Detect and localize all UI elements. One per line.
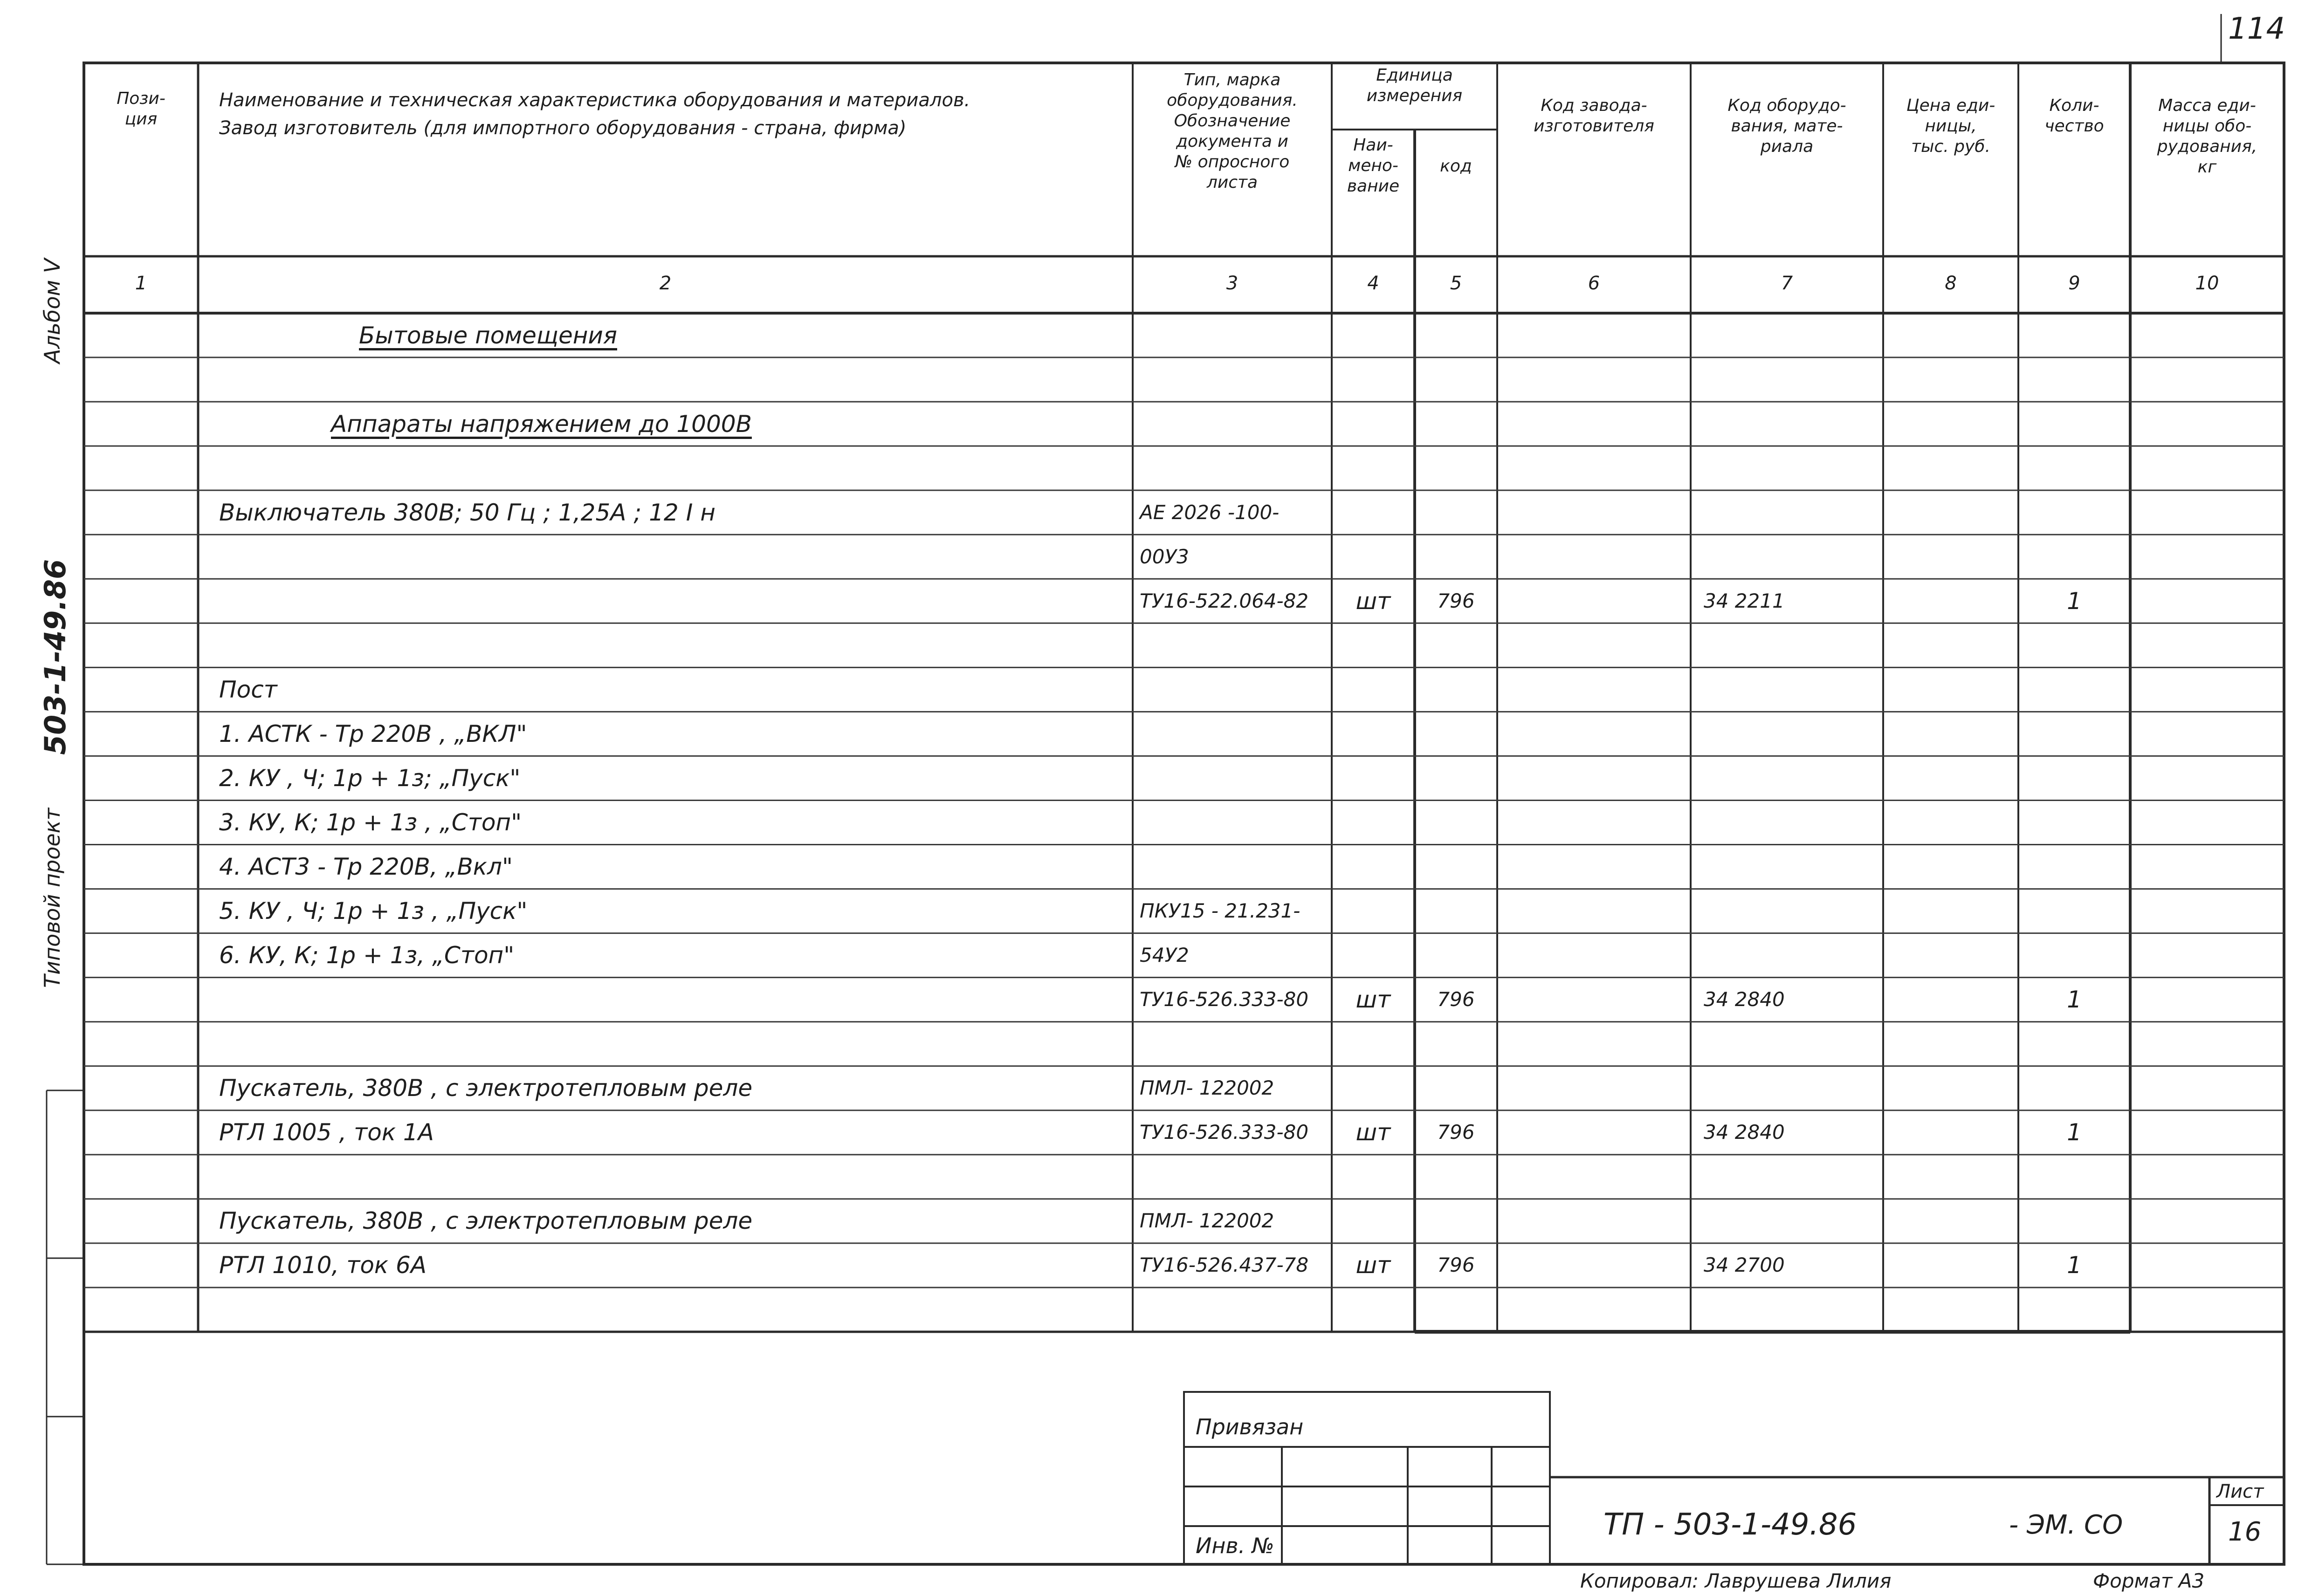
- footer-format: Формат А3: [2093, 1569, 2205, 1592]
- row-quantity: 1: [2067, 1119, 2082, 1146]
- row-type: 00У3: [1140, 545, 1189, 568]
- column-number-6: 6: [1588, 273, 1600, 294]
- row-name: 3. КУ, К; 1р + 1з , „Стоп": [219, 809, 522, 836]
- row-type: ПКУ15 - 21.231-: [1140, 899, 1300, 923]
- stamp-doc-code: ТП - 503-1-49.86: [1603, 1507, 1857, 1542]
- side-label-project: Типовой проект: [40, 808, 65, 988]
- row-name: РТЛ 1005 , ток 1А: [219, 1119, 434, 1146]
- column-number-4: 4: [1367, 273, 1379, 294]
- row-name: Аппараты напряжением до 1000В: [331, 410, 752, 438]
- row-name: РТЛ 1010, ток 6А: [219, 1252, 427, 1279]
- row-quantity: 1: [2067, 986, 2082, 1014]
- row-type: АЕ 2026 -100-: [1140, 500, 1280, 524]
- header-equipment-code: Код оборудо- вания, мате- риала: [1727, 96, 1846, 156]
- row-type: 54У2: [1140, 944, 1189, 967]
- row-type: ТУ16-526.333-80: [1140, 1121, 1309, 1144]
- header-unit-price: Цена еди- ницы, тыс. руб.: [1906, 96, 1995, 156]
- row-name: Бытовые помещения: [359, 322, 617, 349]
- row-name: Пускатель, 380В , с электротепловым реле: [219, 1207, 753, 1235]
- column-number-5: 5: [1450, 273, 1462, 294]
- row-unit-code: 796: [1437, 1121, 1475, 1144]
- row-name: Пост: [219, 676, 277, 703]
- row-name: 1. АСТК - Тр 220В , „ВКЛ": [219, 720, 527, 747]
- header-unit-group: Единица измерения: [1366, 66, 1463, 105]
- stamp-mark: - ЭМ. СО: [2009, 1510, 2123, 1540]
- row-quantity: 1: [2067, 1252, 2082, 1279]
- header-quantity: Коли- чество: [2044, 96, 2104, 136]
- header-position: Пози- ция: [117, 89, 165, 129]
- row-name: 5. КУ , Ч; 1р + 1з , „Пуск": [219, 897, 528, 925]
- row-unit-code: 796: [1437, 589, 1475, 612]
- stamp-sheet-number: 16: [2228, 1517, 2262, 1547]
- column-number-10: 10: [2195, 273, 2219, 294]
- row-equipment-code: 34 2840: [1704, 1121, 1785, 1144]
- row-unit: шт: [1356, 1119, 1391, 1146]
- row-name: Выключатель 380В; 50 Гц ; 1,25А ; 12 I н: [219, 499, 716, 526]
- column-number-3: 3: [1226, 273, 1239, 294]
- stamp-linked-label: Привязан: [1196, 1414, 1304, 1439]
- row-equipment-code: 34 2840: [1704, 988, 1785, 1011]
- row-equipment-code: 34 2700: [1704, 1254, 1785, 1277]
- header-mass: Масса еди- ницы обо- рудования, кг: [2157, 96, 2257, 177]
- row-name: 2. КУ , Ч; 1р + 1з; „Пуск": [219, 764, 521, 792]
- row-unit-code: 796: [1437, 1254, 1475, 1277]
- corner-sheet-number: 114: [2228, 12, 2285, 46]
- side-label-album: Альбом V: [40, 258, 65, 363]
- row-type: ТУ16-526.333-80: [1140, 988, 1309, 1011]
- row-quantity: 1: [2067, 587, 2082, 615]
- row-name: 6. КУ, К; 1р + 1з, „Стоп": [219, 942, 515, 969]
- header-unit-name: Наи- мено- вание: [1347, 136, 1400, 196]
- row-type: ТУ16-522.064-82: [1140, 589, 1309, 612]
- stamp-inv-label: Инв. №: [1196, 1533, 1274, 1558]
- row-equipment-code: 34 2211: [1704, 589, 1785, 612]
- header-factory-code: Код завода- изготовителя: [1534, 96, 1654, 136]
- column-number-2: 2: [659, 273, 672, 294]
- row-name: Пускатель, 380В , с электротепловым реле: [219, 1075, 753, 1102]
- row-unit: шт: [1356, 986, 1391, 1014]
- header-unit-code: код: [1440, 157, 1472, 176]
- header-type: Тип, марка оборудования. Обозначение документа и № опросного листа: [1167, 70, 1298, 192]
- header-name: Наименование и техническая характеристика оборудования и материалов. Завод изготовитель (для импортного оборудования - страна, фирма): [219, 89, 970, 139]
- stamp-sheet-label: Лист: [2216, 1481, 2264, 1502]
- row-name: 4. АСТ3 - Тр 220В, „Вкл": [219, 853, 513, 881]
- row-unit: шт: [1356, 587, 1391, 615]
- column-number-9: 9: [2068, 273, 2080, 294]
- row-type: ПМЛ- 122002: [1140, 1209, 1274, 1233]
- column-number-1: 1: [135, 273, 147, 294]
- side-label-project-code: 503-1-49.86: [38, 559, 72, 755]
- row-unit-code: 796: [1437, 988, 1475, 1011]
- column-number-7: 7: [1781, 273, 1793, 294]
- row-type: ПМЛ- 122002: [1140, 1076, 1274, 1100]
- column-number-8: 8: [1945, 273, 1957, 294]
- row-unit: шт: [1356, 1252, 1391, 1279]
- footer-copied: Копировал: Лаврушева Лилия: [1580, 1569, 1892, 1592]
- row-type: ТУ16-526.437-78: [1140, 1254, 1309, 1277]
